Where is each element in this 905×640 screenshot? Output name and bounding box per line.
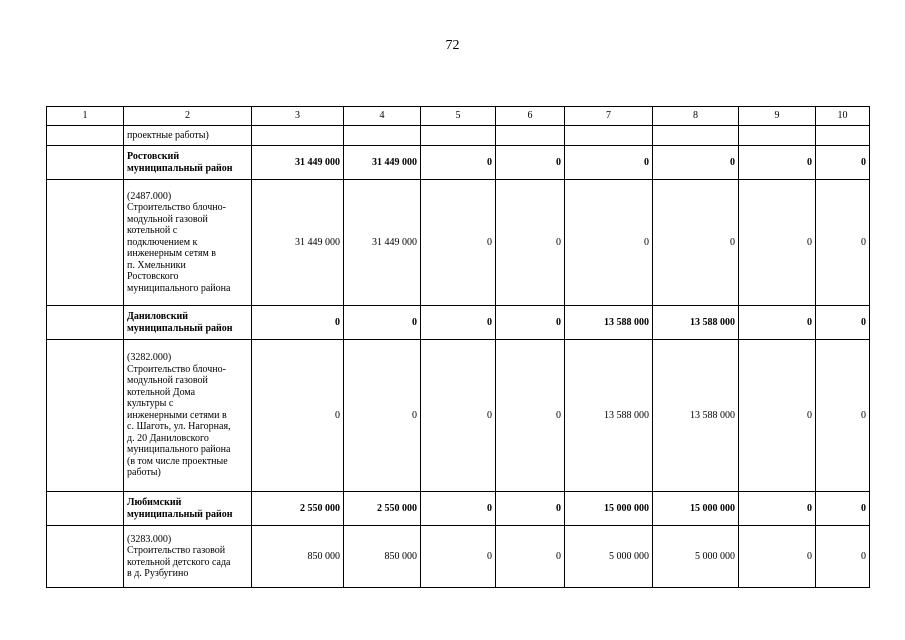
amount-cell: 0 xyxy=(421,146,496,180)
amount-cell: 0 xyxy=(496,146,565,180)
amount-cell: 2 550 000 xyxy=(344,492,421,526)
amount-cell: 0 xyxy=(739,526,816,588)
amount-cell: 0 xyxy=(816,146,870,180)
amount-cell: 0 xyxy=(565,146,653,180)
amount-cell: 0 xyxy=(496,306,565,340)
amount-cell: 0 xyxy=(739,180,816,306)
object-name-cell: (3282.000) Строительство блочно- модульной газовой котельной Дома культуры с инженерными сетями в с. Шаготь, ул. Нагорная, д. 20 Даниловского муниципального района (в том числе проектные работы) xyxy=(124,340,252,492)
amount-cell: 0 xyxy=(739,146,816,180)
amount-cell: 15 000 000 xyxy=(653,492,739,526)
column-header: 9 xyxy=(739,107,816,126)
amount-cell: 0 xyxy=(252,340,344,492)
page-number: 72 xyxy=(445,38,460,53)
table-row xyxy=(47,180,870,306)
object-name-cell: Даниловский муниципальный район xyxy=(124,306,252,340)
amount-cell: 31 449 000 xyxy=(344,180,421,306)
amount-cell xyxy=(739,126,816,146)
amount-cell: 15 000 000 xyxy=(565,492,653,526)
column-header: 2 xyxy=(124,107,252,126)
row-number-cell xyxy=(47,340,124,492)
amount-cell: 5 000 000 xyxy=(565,526,653,588)
amount-cell: 0 xyxy=(653,146,739,180)
object-name-cell: проектные работы) xyxy=(124,126,252,146)
column-header: 8 xyxy=(653,107,739,126)
amount-cell: 0 xyxy=(496,340,565,492)
table-row xyxy=(47,526,870,588)
amount-cell: 0 xyxy=(421,492,496,526)
amount-cell: 0 xyxy=(816,306,870,340)
amount-cell: 31 449 000 xyxy=(344,146,421,180)
amount-cell: 0 xyxy=(344,306,421,340)
amount-cell: 0 xyxy=(739,340,816,492)
object-name-cell: Любимский муниципальный район xyxy=(124,492,252,526)
amount-cell xyxy=(252,126,344,146)
table-row xyxy=(47,306,870,340)
row-number-cell xyxy=(47,526,124,588)
amount-cell: 0 xyxy=(739,492,816,526)
table-row xyxy=(47,340,870,492)
row-number-cell xyxy=(47,306,124,340)
object-name-cell: (2487.000) Строительство блочно- модульной газовой котельной с подключением к инженерным сетям в п. Хмельники Ростовского муниципального района xyxy=(124,180,252,306)
amount-cell: 0 xyxy=(739,306,816,340)
column-header: 1 xyxy=(47,107,124,126)
object-name-cell: Ростовский муниципальный район xyxy=(124,146,252,180)
table-row xyxy=(47,126,870,146)
amount-cell: 0 xyxy=(421,180,496,306)
amount-cell: 0 xyxy=(252,306,344,340)
column-header: 7 xyxy=(565,107,653,126)
column-header: 3 xyxy=(252,107,344,126)
amount-cell: 13 588 000 xyxy=(565,340,653,492)
amount-cell: 850 000 xyxy=(344,526,421,588)
amount-cell xyxy=(421,126,496,146)
table-header-row xyxy=(47,107,870,126)
amount-cell: 31 449 000 xyxy=(252,180,344,306)
column-header: 5 xyxy=(421,107,496,126)
amount-cell: 0 xyxy=(816,526,870,588)
amount-cell: 0 xyxy=(816,180,870,306)
amount-cell: 0 xyxy=(344,340,421,492)
column-header: 6 xyxy=(496,107,565,126)
row-number-cell xyxy=(47,492,124,526)
amount-cell: 2 550 000 xyxy=(252,492,344,526)
column-header: 10 xyxy=(816,107,870,126)
amount-cell: 5 000 000 xyxy=(653,526,739,588)
budget-table xyxy=(46,106,870,588)
amount-cell: 13 588 000 xyxy=(565,306,653,340)
object-name-cell: (3283.000) Строительство газовой котельной детского сада в д. Рузбугино xyxy=(124,526,252,588)
amount-cell: 0 xyxy=(653,180,739,306)
amount-cell xyxy=(653,126,739,146)
amount-cell: 13 588 000 xyxy=(653,340,739,492)
amount-cell: 0 xyxy=(496,526,565,588)
table-row xyxy=(47,492,870,526)
amount-cell: 0 xyxy=(421,340,496,492)
amount-cell xyxy=(816,126,870,146)
amount-cell: 31 449 000 xyxy=(252,146,344,180)
amount-cell: 13 588 000 xyxy=(653,306,739,340)
amount-cell: 0 xyxy=(496,492,565,526)
amount-cell xyxy=(344,126,421,146)
amount-cell: 0 xyxy=(421,306,496,340)
amount-cell: 0 xyxy=(816,340,870,492)
column-header: 4 xyxy=(344,107,421,126)
amount-cell: 0 xyxy=(816,492,870,526)
amount-cell: 0 xyxy=(496,180,565,306)
table-row xyxy=(47,146,870,180)
amount-cell xyxy=(496,126,565,146)
row-number-cell xyxy=(47,126,124,146)
row-number-cell xyxy=(47,146,124,180)
amount-cell xyxy=(565,126,653,146)
amount-cell: 0 xyxy=(421,526,496,588)
amount-cell: 850 000 xyxy=(252,526,344,588)
row-number-cell xyxy=(47,180,124,306)
amount-cell: 0 xyxy=(565,180,653,306)
